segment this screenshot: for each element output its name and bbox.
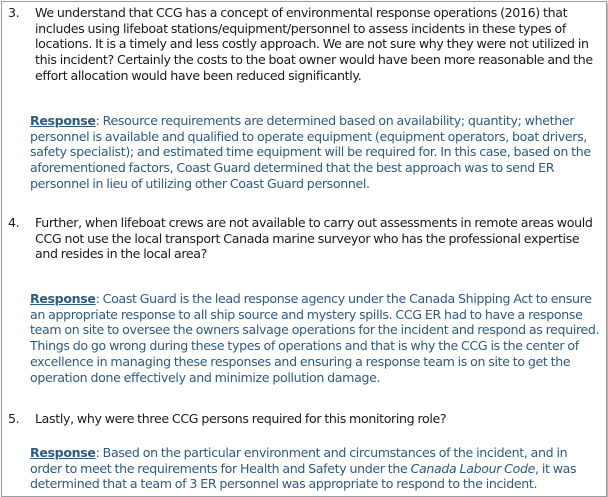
response-label: Response — [30, 445, 96, 460]
question-number: 5. — [8, 411, 20, 426]
response-label: Response — [30, 291, 96, 306]
document-page — [1, 1, 607, 497]
question-text: Further, when lifeboat crews are not available to carry out assessments in remote areas would CCG not use the local transport Canada marine surveyor who has the professional expertise and resides in the local area? — [35, 215, 593, 262]
response-text: : Based on the particular environment and circumstances of the incident, and in order to meet the requirements for Health and Safety under the — [30, 445, 568, 476]
response-text: : Resource requirements are determined based on availability; quantity; whether personnel is available and qualified to operate equipment (equipment operators, boat drivers, safety specialist); and estimated time equipment will be required for. In this case, based on the aforementioned factors, Coast Guard determined that the best approach was to send ER personnel in lieu of utilizing other Coast Guard personnel. — [30, 113, 591, 191]
response-text-end: , it was determined that a team of 3 ER personnel was appropriate to respond to the incident. — [30, 460, 577, 492]
response-4 — [30, 291, 602, 385]
response-label: Response — [30, 113, 96, 128]
question-text: We understand that CCG has a concept of environmental response operations (2016) that includes using lifeboat stations/equipment/personnel to assess incidents in these types of locations. It is a timely and less costly approach. We are not sure why they were not utilized in this incident? Certainly the costs to the boat owner would have been more reasonable and the effort allocation would have been reduced significantly. — [35, 5, 593, 83]
question-number: 4. — [8, 215, 20, 230]
response-3 — [30, 113, 602, 192]
question-number: 3. — [8, 5, 20, 20]
question-text: Lastly, why were three CCG persons required for this monitoring role? — [35, 411, 447, 426]
act-title: Canada Labour Code — [410, 460, 536, 476]
response-5 — [30, 445, 602, 492]
response-text: : Coast Guard is the lead response agency under the Canada Shipping Act to ensure an appropriate response to all ship source and mystery spills. CCG ER had to have a response team on site to oversee the owners salvage operations for the incident and respond as required. Things do go wrong during these types of operations and that is why the CCG is the center of excellence in managing these responses and ensuring a response team is on site to get the operation done effectively and minimize pollution damage. — [30, 291, 600, 385]
